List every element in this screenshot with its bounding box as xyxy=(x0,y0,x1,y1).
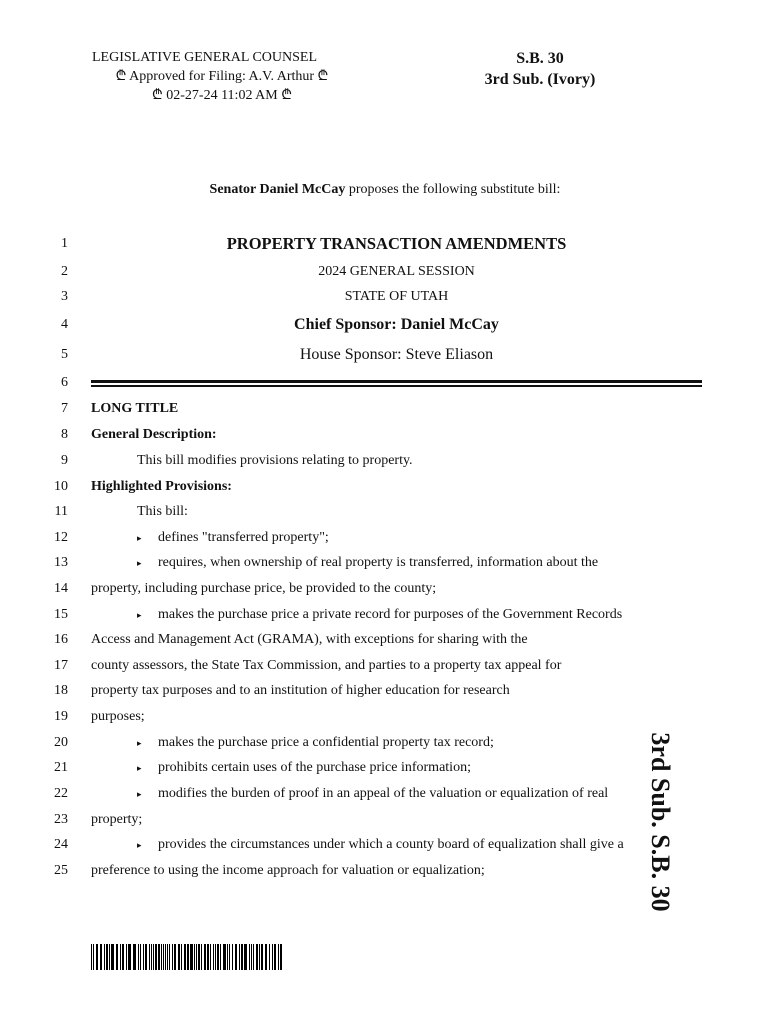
barcode-bar xyxy=(153,944,154,970)
barcode-bar xyxy=(169,944,170,970)
session: 2024 GENERAL SESSION xyxy=(318,264,475,279)
general-description-heading: General Description: xyxy=(91,427,217,442)
provision-text: purposes; xyxy=(91,709,145,724)
proposing-senator: Senator Daniel McCay xyxy=(209,182,346,197)
barcode-bar xyxy=(239,944,240,970)
double-rule-top xyxy=(91,380,702,383)
barcode-bar xyxy=(190,944,193,970)
line-number: 22 xyxy=(54,786,68,801)
barcode-bar xyxy=(158,944,160,970)
bill-line xyxy=(0,681,770,701)
bullet-icon: ▸ xyxy=(137,558,142,568)
barcode-bar xyxy=(227,944,228,970)
barcode-bar xyxy=(93,944,94,970)
line-number: 15 xyxy=(54,607,68,622)
provision-text: property tax purposes and to an institution of higher education for research xyxy=(91,683,510,698)
line-number: 18 xyxy=(54,683,68,698)
barcode-bar xyxy=(128,944,131,970)
substitute-version: 3rd Sub. (Ivory) xyxy=(484,71,596,88)
barcode-bar xyxy=(161,944,162,970)
barcode-bar xyxy=(165,944,166,970)
barcode-bar xyxy=(256,944,258,970)
barcode-bar xyxy=(174,944,176,970)
barcode-bar xyxy=(181,944,182,970)
line-number: 16 xyxy=(54,632,68,647)
barcode-bar xyxy=(100,944,102,970)
provision-text: provides the circumstances under which a county board of equalization shall give a xyxy=(158,837,624,852)
bill-title: PROPERTY TRANSACTION AMENDMENTS xyxy=(226,234,567,253)
bill-line xyxy=(0,287,770,307)
line-number: 23 xyxy=(54,812,68,827)
bill-line xyxy=(0,477,770,497)
barcode-bar xyxy=(106,944,108,970)
barcode-bar xyxy=(187,944,189,970)
barcode-bar xyxy=(91,944,92,970)
barcode-bar xyxy=(178,944,180,970)
barcode-bar xyxy=(232,944,233,970)
proposes-text: proposes the following substitute bill: xyxy=(345,182,561,197)
highlighted-provisions-heading: Highlighted Provisions: xyxy=(91,479,232,494)
barcode-bar xyxy=(198,944,200,970)
state: STATE OF UTAH xyxy=(344,289,449,304)
barcode-bar xyxy=(145,944,147,970)
chief-sponsor: Chief Sponsor: Daniel McCay xyxy=(294,316,499,333)
barcode-bar xyxy=(138,944,139,970)
bullet-icon: ▸ xyxy=(137,840,142,850)
line-number: 24 xyxy=(54,837,68,852)
barcode-bar xyxy=(223,944,226,970)
barcode-bar xyxy=(126,944,127,970)
barcode-bar xyxy=(163,944,164,970)
bill-line xyxy=(0,345,770,365)
barcode-icon xyxy=(91,944,285,970)
line-number: 10 xyxy=(54,479,68,494)
long-title-heading: LONG TITLE xyxy=(91,401,179,416)
bill-line xyxy=(0,262,770,282)
barcode-bar xyxy=(269,944,270,970)
barcode-bar xyxy=(151,944,152,970)
provision-text: county assessors, the State Tax Commission, and parties to a property tax appeal for xyxy=(91,658,562,673)
approval-datetime: ₾ 02-27-24 11:02 AM ₾ xyxy=(151,88,293,103)
barcode-bar xyxy=(215,944,216,970)
barcode-bar xyxy=(278,944,279,970)
approval-line: ₾ Approved for Filing: A.V. Arthur ₾ xyxy=(115,69,329,84)
barcode-bar xyxy=(261,944,263,970)
barcode-bar xyxy=(280,944,282,970)
line-number: 4 xyxy=(61,317,68,332)
provision-text: defines "transferred property"; xyxy=(158,530,329,545)
provision-text: Access and Management Act (GRAMA), with exceptions for sharing with the xyxy=(91,632,528,647)
barcode-bar xyxy=(120,944,121,970)
line-number: 1 xyxy=(61,236,68,251)
line-number: 11 xyxy=(54,504,68,519)
line-number: 5 xyxy=(61,347,68,362)
bill-line xyxy=(0,315,770,335)
bill-line xyxy=(0,579,770,599)
barcode-bar xyxy=(172,944,173,970)
barcode-bar xyxy=(229,944,230,970)
provision-text: preference to using the income approach for valuation or equalization; xyxy=(91,863,485,878)
bill-line xyxy=(0,425,770,445)
barcode-bar xyxy=(265,944,267,970)
provision-text: property, including purchase price, be provided to the county; xyxy=(91,581,437,596)
bullet-icon: ▸ xyxy=(137,789,142,799)
barcode-bar xyxy=(235,944,237,970)
house-sponsor: House Sponsor: Steve Eliason xyxy=(299,346,494,363)
bullet-icon: ▸ xyxy=(137,533,142,543)
counsel-title: LEGISLATIVE GENERAL COUNSEL xyxy=(92,50,318,65)
barcode-bar xyxy=(155,944,157,970)
bill-line xyxy=(0,373,770,393)
legislative-counsel-header xyxy=(92,48,352,105)
barcode-bar xyxy=(251,944,252,970)
barcode-bar xyxy=(274,944,276,970)
line-number: 8 xyxy=(61,427,68,442)
barcode-bar xyxy=(194,944,195,970)
barcode-bar xyxy=(149,944,150,970)
provision-text: modifies the burden of proof in an appeal of the valuation or equalization of real xyxy=(158,786,609,801)
line-number: 9 xyxy=(61,453,68,468)
barcode-bar xyxy=(210,944,211,970)
barcode-bar xyxy=(140,944,141,970)
line-number: 14 xyxy=(54,581,68,596)
bill-line xyxy=(0,451,770,471)
barcode-bar xyxy=(204,944,206,970)
barcode-bar xyxy=(122,944,124,970)
barcode-bar xyxy=(272,944,273,970)
line-number: 6 xyxy=(61,375,68,390)
line-number: 19 xyxy=(54,709,68,724)
line-number: 17 xyxy=(54,658,68,673)
barcode-bar xyxy=(111,944,114,970)
general-description: This bill modifies provisions relating to property. xyxy=(137,453,413,468)
bullet-icon: ▸ xyxy=(137,763,142,773)
barcode-bar xyxy=(196,944,197,970)
barcode-bar xyxy=(96,944,98,970)
line-number: 13 xyxy=(54,555,68,570)
barcode-bar xyxy=(104,944,105,970)
line-number: 7 xyxy=(61,401,68,416)
line-number: 20 xyxy=(54,735,68,750)
bill-line xyxy=(0,234,770,254)
barcode-bar xyxy=(217,944,219,970)
bill-line xyxy=(0,605,770,625)
side-bill-label: 3rd Sub. S.B. 30 xyxy=(646,732,675,912)
double-rule-bottom xyxy=(91,385,702,387)
provision-text: makes the purchase price a private record for purposes of the Government Records xyxy=(158,607,623,622)
bill-line xyxy=(0,656,770,676)
bill-line xyxy=(0,528,770,548)
bill-line xyxy=(0,399,770,419)
bill-id-header xyxy=(440,48,640,90)
proposes-line xyxy=(0,182,770,198)
bullet-icon: ▸ xyxy=(137,738,142,748)
bill-line xyxy=(0,630,770,650)
barcode-bar xyxy=(167,944,168,970)
line-number: 21 xyxy=(54,760,68,775)
provision-text: makes the purchase price a confidential property tax record; xyxy=(158,735,494,750)
barcode-bar xyxy=(259,944,260,970)
barcode-bar xyxy=(184,944,186,970)
bill-line xyxy=(0,502,770,522)
barcode-bar xyxy=(253,944,254,970)
line-number: 3 xyxy=(61,289,68,304)
bill-number: S.B. 30 xyxy=(516,50,564,67)
line-number: 2 xyxy=(61,264,68,279)
barcode-bar xyxy=(241,944,243,970)
barcode-bar xyxy=(133,944,136,970)
barcode-bar xyxy=(244,944,247,970)
bill-line xyxy=(0,553,770,573)
barcode-bar xyxy=(207,944,209,970)
barcode-bar xyxy=(109,944,110,970)
provision-text: requires, when ownership of real property is transferred, information about the xyxy=(158,555,599,570)
barcode-bar xyxy=(143,944,144,970)
bullet-icon: ▸ xyxy=(137,610,142,620)
provision-text: prohibits certain uses of the purchase price information; xyxy=(158,760,471,775)
line-number: 25 xyxy=(54,863,68,878)
barcode-bar xyxy=(249,944,250,970)
provision-text: property; xyxy=(91,812,143,827)
bill-line xyxy=(0,707,770,727)
provisions-intro: This bill: xyxy=(137,504,188,519)
barcode-bar xyxy=(213,944,214,970)
barcode-bar xyxy=(201,944,202,970)
barcode-bar xyxy=(116,944,118,970)
line-number: 12 xyxy=(54,530,68,545)
barcode-bar xyxy=(220,944,221,970)
